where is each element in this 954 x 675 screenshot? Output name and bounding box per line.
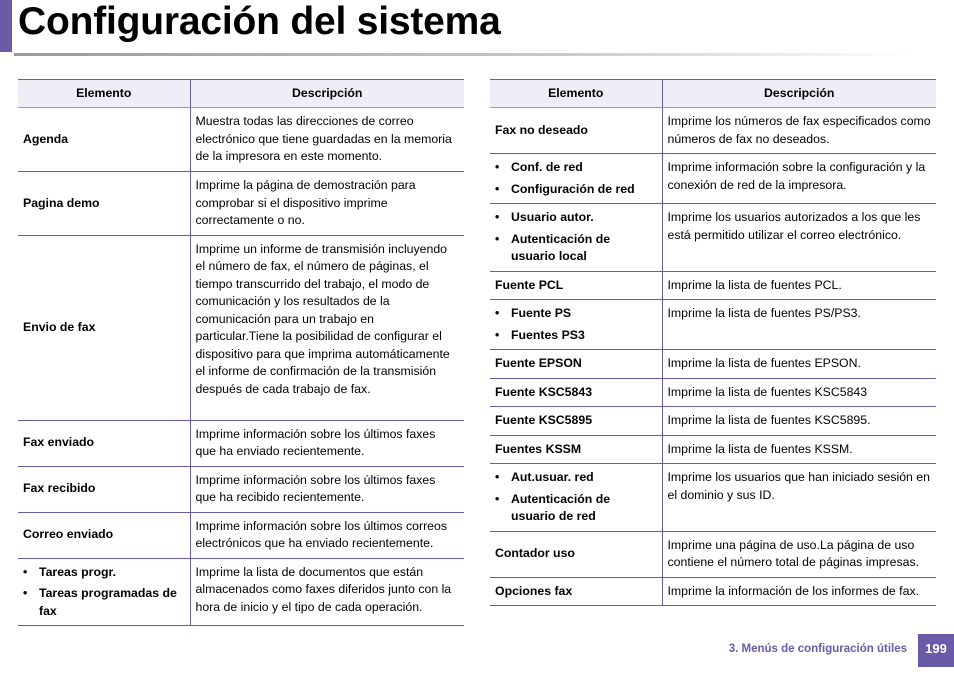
- table-row: [490, 531, 936, 577]
- row-description: Imprime información sobre los últimos faxes que ha recibido recientemente.: [190, 466, 464, 512]
- list-item: • Tareas programadas de fax: [39, 585, 185, 620]
- title-divider: [14, 53, 914, 56]
- row-element: Envio de fax: [18, 235, 190, 420]
- table-row: [490, 577, 936, 606]
- table-row: [18, 108, 464, 172]
- table-row: [490, 108, 936, 154]
- footer-section-label: 3. Menús de configuración útiles: [728, 643, 907, 655]
- list-item: • Usuario autor.: [511, 209, 657, 227]
- row-description: Imprime la lista de documentos que están almacenados como faxes diferidos junto con la hora de inicio y el tipo de cada operación.: [190, 558, 464, 626]
- element-bullet-list: [23, 564, 185, 621]
- row-element: Pagina demo: [18, 172, 190, 236]
- table-header-row: [18, 80, 464, 108]
- right-settings-table: [490, 79, 936, 606]
- row-element: Fuente PCL: [490, 271, 662, 300]
- row-element: [490, 464, 662, 532]
- column-header-element: Elemento: [18, 80, 190, 108]
- row-description: Imprime la lista de fuentes PCL.: [662, 271, 936, 300]
- row-description: Imprime los usuarios autorizados a los que les está permitido utilizar el correo electrónico.: [662, 204, 936, 272]
- table-row: [18, 512, 464, 558]
- row-description: Imprime una página de uso.La página de uso contiene el número total de páginas impresas.: [662, 531, 936, 577]
- row-description: Imprime los números de fax especificados como números de fax no deseados.: [662, 108, 936, 154]
- table-row: [18, 235, 464, 420]
- row-description: Imprime la lista de fuentes KSC5895.: [662, 407, 936, 436]
- row-description: Imprime información sobre la configuración y la conexión de red de la impresora.: [662, 154, 936, 204]
- table-row: [18, 420, 464, 466]
- table-row: [18, 558, 464, 626]
- row-element: [490, 154, 662, 204]
- row-description: Imprime información sobre los últimos correos electrónicos que ha enviado recientemente.: [190, 512, 464, 558]
- table-row: [18, 466, 464, 512]
- row-description: Imprime la lista de fuentes PS/PS3.: [662, 300, 936, 350]
- element-bullet-list: [495, 159, 657, 198]
- element-bullet-list: [495, 469, 657, 526]
- row-element: [18, 558, 190, 626]
- table-row: [490, 407, 936, 436]
- table-row: [490, 154, 936, 204]
- table-row: [18, 172, 464, 236]
- table-row: [490, 378, 936, 407]
- title-accent-bar: [0, 0, 12, 52]
- table-row: [490, 300, 936, 350]
- column-header-element: Elemento: [490, 80, 662, 108]
- row-element: Fuentes KSSM: [490, 435, 662, 464]
- list-item: • Conf. de red: [511, 159, 657, 177]
- column-header-description: Descripción: [662, 80, 936, 108]
- row-element: Correo enviado: [18, 512, 190, 558]
- row-element: Fuente KSC5895: [490, 407, 662, 436]
- row-element: Fax recibido: [18, 466, 190, 512]
- table-row: [490, 464, 936, 532]
- element-bullet-list: [495, 209, 657, 266]
- row-description: Imprime la información de los informes de fax.: [662, 577, 936, 606]
- list-item: • Aut.usuar. red: [511, 469, 657, 487]
- page-title: Configuración del sistema: [18, 0, 501, 43]
- row-element: Fuente EPSON: [490, 350, 662, 379]
- table-header-row: [490, 80, 936, 108]
- row-element: [490, 204, 662, 272]
- column-header-description: Descripción: [190, 80, 464, 108]
- element-bullet-list: [495, 305, 657, 344]
- list-item: • Tareas progr.: [39, 564, 185, 582]
- row-description: Imprime la lista de fuentes KSSM.: [662, 435, 936, 464]
- row-element: Opciones fax: [490, 577, 662, 606]
- table-row: [490, 204, 936, 272]
- table-row: [490, 350, 936, 379]
- table-row: [490, 435, 936, 464]
- row-element: Fax no deseado: [490, 108, 662, 154]
- row-element: Fuente KSC5843: [490, 378, 662, 407]
- row-description: Imprime la página de demostración para comprobar si el dispositivo imprime correctamente o no.: [190, 172, 464, 236]
- list-item: • Fuente PS: [511, 305, 657, 323]
- list-item: • Fuentes PS3: [511, 327, 657, 345]
- row-description: Imprime un informe de transmisión incluyendo el número de fax, el número de páginas, el tiempo transcurrido del trabajo, el modo de comunicación y los resultados de la comunicación para un trabajo en particular.Tiene la posibilidad de configurar el dispositivo para que imprima automáticamente el informe de confirmación de la transmisión después de cada trabajo de fax.: [190, 235, 464, 420]
- row-description: Imprime la lista de fuentes KSC5843: [662, 378, 936, 407]
- row-description: Imprime la lista de fuentes EPSON.: [662, 350, 936, 379]
- row-description: Imprime los usuarios que han iniciado sesión en el dominio y sus ID.: [662, 464, 936, 532]
- left-settings-table: [18, 79, 464, 626]
- row-description: Muestra todas las direcciones de correo electrónico que tiene guardadas en la memoria de la impresora en este momento.: [190, 108, 464, 172]
- row-element: [490, 300, 662, 350]
- page-number-badge: 199: [918, 634, 954, 667]
- row-element: Fax enviado: [18, 420, 190, 466]
- table-row: [490, 271, 936, 300]
- row-element: Contador uso: [490, 531, 662, 577]
- list-item: • Autenticación de usuario local: [511, 231, 657, 266]
- list-item: • Configuración de red: [511, 181, 657, 199]
- row-description: Imprime información sobre los últimos faxes que ha enviado recientemente.: [190, 420, 464, 466]
- list-item: • Autenticación de usuario de red: [511, 491, 657, 526]
- row-element: Agenda: [18, 108, 190, 172]
